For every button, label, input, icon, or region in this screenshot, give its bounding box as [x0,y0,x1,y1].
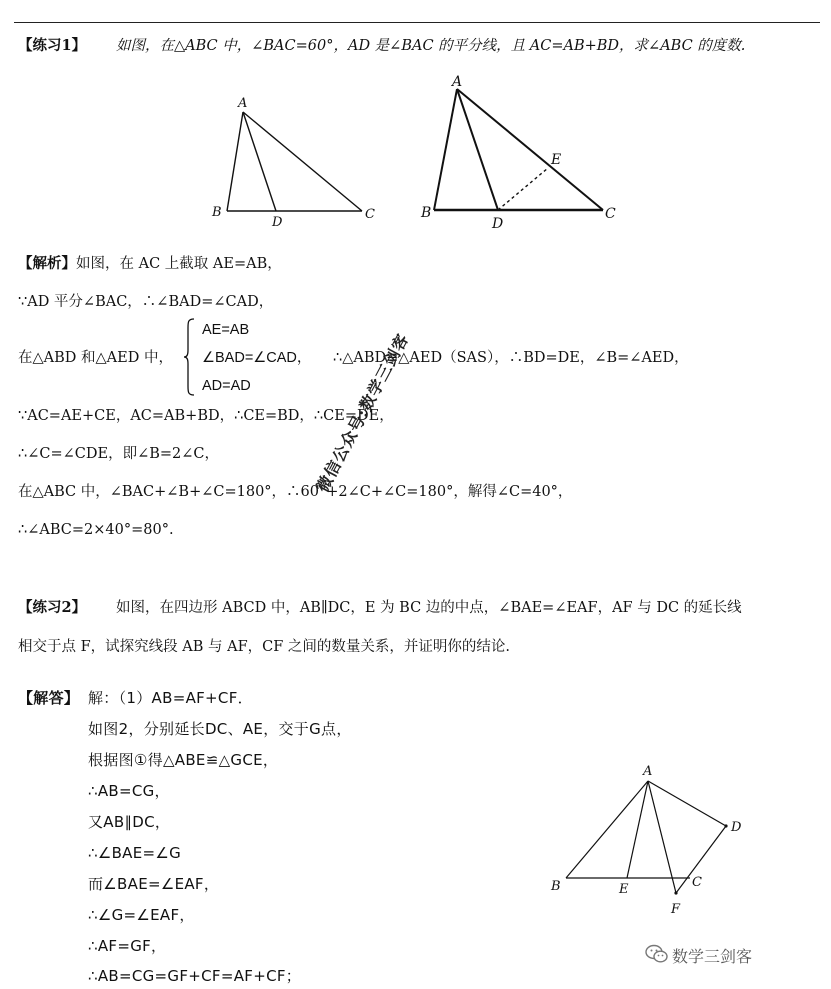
fig2-label-e: E [551,152,562,168]
answer-line-10: ∴AB=CG=GF+CF=AF+CF； [88,967,302,985]
brace-line-3: AD=AD [202,378,251,394]
analysis-line-2: ∵AD 平分∠BAC，∴∠BAD=∠CAD， [18,294,274,310]
answer-line-5: 又AB∥DC， [88,813,171,831]
brace-line-1: AE=AB [202,322,250,338]
analysis-line-3-prefix: 在△ABD 和△AED 中， [18,350,173,366]
answer-label: 【解答】 [18,689,80,707]
analysis-line-4: ∵AC=AE+CE，AC=AB+BD，∴CE=BD，∴CE=DE， [18,408,394,424]
fig3-label-a: A [643,764,653,779]
analysis-line-3-suffix: ∴△ABD≌△AED（SAS），∴BD=DE，∠B=∠AED， [333,350,689,366]
answer-line-9: ∴AF=GF， [88,937,167,955]
answer-line-1: 解：（1）AB=AF+CF． [88,689,253,707]
analysis-line-5: ∴∠C=∠CDE，即∠B=2∠C， [18,446,219,462]
fig3-label-d: D [731,820,742,835]
watermark: 微信公众号:数学三剑客 [312,330,413,496]
fig1-label-c: C [365,207,375,222]
fig3-label-b: B [551,879,561,894]
brand-name: 数学三剑客 [672,947,753,966]
fig3-label-f: F [671,902,681,917]
fig2-label-c: C [605,206,616,222]
exercise-2-label: 【练习2】 [18,599,87,616]
exercise-1-question: 如图，在△ABC 中，∠BAC=60°，AD 是∠BAC 的平分线，且 AC=AB+BD，求∠ABC 的度数. [116,38,746,54]
fig1-label-d: D [272,215,283,230]
fig2-label-d: D [492,216,504,232]
fig2-label-b: B [421,205,432,221]
fig1-label-b: B [212,205,222,220]
analysis-text-1: 如图，在 AC 上截取 AE=AB， [76,256,282,272]
analysis-line-6: 在△ABC 中，∠BAC+∠B+∠C=180°，∴60°+2∠C+∠C=180°，解得∠C=40°， [18,484,573,500]
answer-line-3: 根据图①得△ABE≌△GCE， [88,751,279,769]
answer-line-7: 而∠BAE=∠EAF， [88,875,220,893]
fig3-label-c: C [692,875,702,890]
answer-line-8: ∴∠G=∠EAF， [88,906,195,924]
wechat-logo-icon [645,944,669,964]
answer-line-2: 如图2，分别延长DC、AE，交于G点， [88,720,352,738]
analysis-label: 【解析】 [18,255,76,272]
brace-line-2: ∠BAD=∠CAD， [202,350,312,366]
answer-line-6: ∴∠BAE=∠G [88,844,182,862]
exercise-1-label: 【练习1】 [18,37,87,54]
fig3-label-e: E [619,882,629,897]
fig1-label-a: A [238,96,248,111]
analysis-line-7: ∴∠ABC=2×40°=80°. [18,522,174,538]
exercise-2-question-line-2: 相交于点 F，试探究线段 AB 与 AF，CF 之间的数量关系，并证明你的结论. [18,639,511,655]
answer-line-4: ∴AB=CG， [88,782,170,800]
fig2-label-a: A [452,74,463,90]
exercise-2-question-line-1: 如图，在四边形 ABCD 中，AB∥DC，E 为 BC 边的中点，∠BAE=∠EAF，AF 与 DC 的延长线 [116,600,742,616]
